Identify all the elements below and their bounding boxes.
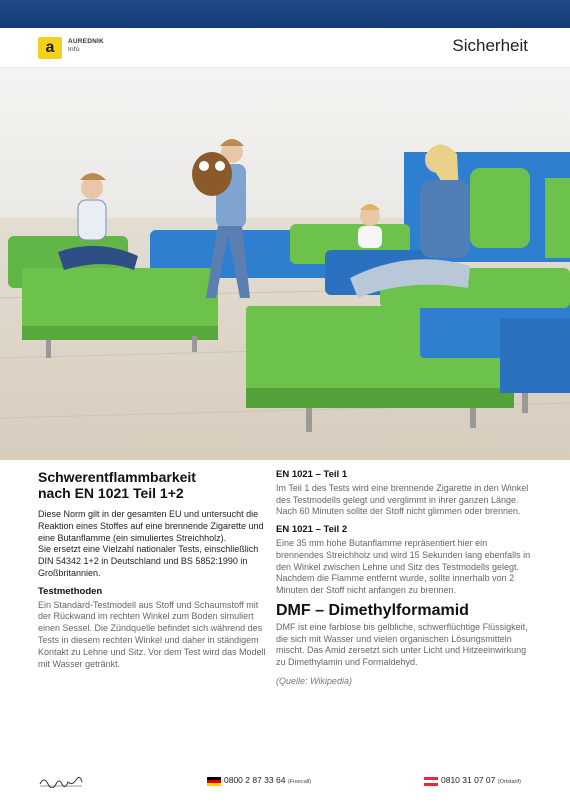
methods-heading: Testmethoden (38, 585, 103, 597)
dmf-heading: DMF – Dimethylformamid (276, 601, 469, 619)
section-title: Sicherheit (452, 36, 528, 55)
signature-logo (38, 774, 84, 788)
main-heading-line2: nach EN 1021 Teil 1+2 (38, 485, 184, 501)
part1-paragraph: Im Teil 1 des Tests wird eine brennende Zigarette in den Winkel des Testmodells gelegt und verglimmt in ihrer ganzen Länge. Nach 60 Minuten sollte der Stoff nicht glimmen oder brennen. (276, 482, 529, 517)
auerednik-logo (38, 37, 62, 59)
intro-paragraph: Diese Norm gilt in der gesamten EU und untersucht die Reaktion eines Stoffes auf eine brennende Zigarette und eine Butanflamme (ein simuliertes Streichholz). (38, 509, 264, 543)
methods-paragraph: Ein Standard-Testmodell aus Stoff und Schaumstoff mit der Rückwand im rechten Winkel zum Boden simuliert einen Sessel. Die Zündquelle befindet sich während des Tests in diesem rechten Winkel und daher in ständigem Kontakt zu Lehne und Sitz. Vor dem Test wird das Modell mit Wasser getränkt. (38, 599, 266, 669)
phone-germany (224, 775, 311, 785)
hero-photo (0, 68, 570, 460)
main-heading-line1: Schwerentflammbarkeit (38, 469, 196, 485)
owl-puppet (192, 152, 232, 196)
phone-austria-number: 0810 31 07 07 (441, 775, 496, 785)
brand-text (68, 38, 104, 54)
intro-paragraph-2: Sie ersetzt eine Vielzahl nationaler Tests, einschließlich DIN 54342 1+2 in Deutschland und BS 5852:1990 in Großbritannien. (38, 544, 259, 578)
part1-heading: EN 1021 – Teil 1 (276, 469, 348, 480)
left-column (38, 469, 268, 670)
top-blue-bar (0, 0, 570, 28)
main-heading (38, 469, 268, 501)
germany-flag-icon (207, 777, 221, 786)
source-note: (Quelle: Wikipedia) (276, 675, 352, 686)
phone-austria-note: (Ortstarif) (497, 779, 521, 785)
austria-flag-icon (424, 777, 438, 786)
dmf-paragraph: DMF ist eine farblose bis gelbliche, schwerflüchtige Flüssigkeit, die sich mit Wasser und vielen organischen Lösungsmitteln mischt. Das Amid zersetzt sich unter Licht und Hitzeeinwirkung zu Dimethylamin und Formaldehyd. (276, 621, 528, 668)
logo-letter: a (45, 39, 55, 56)
brand-subtitle: Info (68, 46, 80, 53)
phone-germany-number: 0800 2 87 33 64 (224, 775, 286, 785)
brand-name: AUREDNIK (68, 38, 104, 45)
phone-germany-note: (Freecall) (287, 779, 312, 785)
right-column (276, 469, 532, 688)
part2-heading: EN 1021 – Teil 2 (276, 524, 348, 536)
phone-austria (441, 775, 521, 785)
classroom-seating-illustration (0, 68, 570, 460)
part2-paragraph: Eine 35 mm hohe Butanflamme repräsentiert hier ein brennendes Streichholz und wird 15 Sekunden lang ebenfalls in den Winkel zwischen Lehne und Sitz des Testmodells gelegt. Nachdem die Flamme entfernt wurde, sollte innerhalb von 2 Minuten der Stoff nicht anfangen zu brennen. (276, 537, 531, 596)
